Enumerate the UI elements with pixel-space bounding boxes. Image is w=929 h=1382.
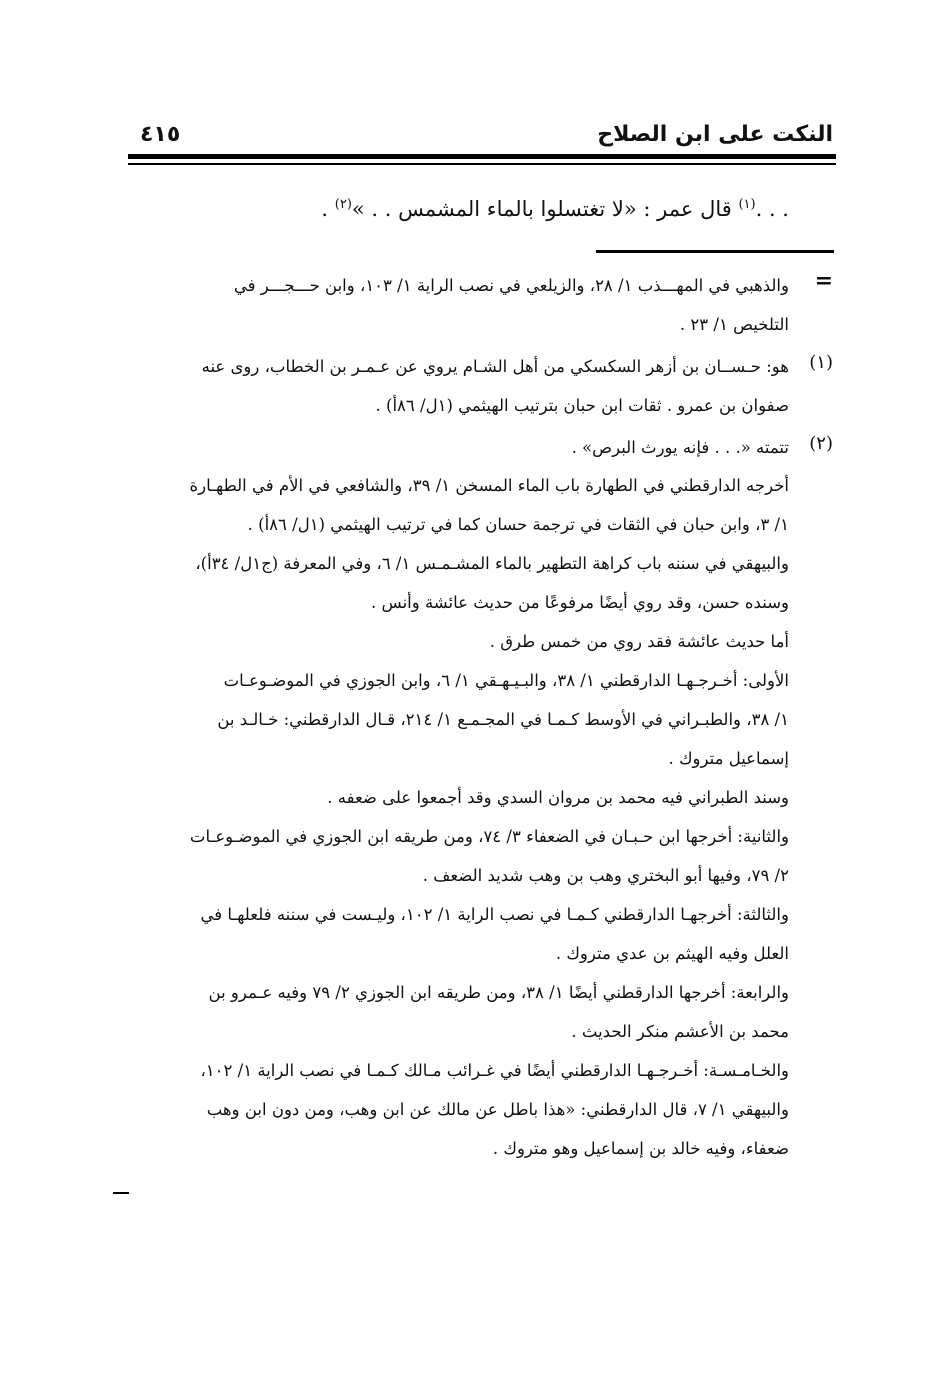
note1-reference: (١)	[738, 197, 756, 212]
footnote-2-marker: (٢)	[809, 433, 833, 454]
footnote-line: ١/ ٣٨، والطبـراني في الأوسط كـمـا في المجـمـع ١/ ٢١٤، قـال الدارقطني: خـالـد بن	[217, 710, 789, 729]
footnote-line: ٢/ ٧٩، وفيها أبو البختري وهب بن وهب شديد الضعف .	[422, 866, 789, 885]
page-number: ٤١٥	[140, 122, 181, 147]
main-text-prefix: . . .	[755, 197, 789, 221]
continuation-symbol: =	[814, 268, 833, 294]
footnote-line: إسماعيل متروك .	[668, 749, 789, 768]
footnote-line: ١/ ٣، وابن حبان في الثقات في ترجمة حسان كما في ترتيب الهيثمي (١ل/ ٨٦أ) .	[247, 515, 789, 534]
continuation-dash	[113, 1192, 129, 1194]
footnote-line: أما حديث عائشة فقد روي من خمس طرق .	[489, 632, 789, 651]
footnote-line: وسنده حسن، وقد روي أيضًا مرفوعًا من حديث عائشة وأنس .	[371, 593, 789, 612]
footnote-line: أخرجه الدارقطني في الطهارة باب الماء المسخن ١/ ٣٩، والشافعي في الأم في الطهـارة	[189, 476, 789, 495]
footnote-line: هو: حـســان بن أزهر السكسكي من أهل الشـام يروي عن عـمـر بن الخطاب، روى عنه	[201, 357, 789, 376]
main-text-quote: قال عمر : «لا تغتسلوا بالماء المشمس . . »	[351, 197, 732, 221]
footnote-line: والثالثة: أخرجهـا الدارقطني كـمـا في نصب الراية ١/ ١٠٢، وليـست في سننه فلعلهـا في	[200, 905, 789, 924]
footnote-2-body	[125, 466, 789, 1168]
running-head-title: النكت على ابن الصلاح	[597, 122, 833, 147]
footnote-line: تتمته «. . . فإنه يورث البرص» .	[571, 438, 789, 457]
main-text-suffix: .	[321, 197, 329, 221]
main-text-line	[321, 197, 789, 221]
footnote-line: صفوان بن عمرو . ثقات ابن حبان بترتيب الهيثمي (١ل/ ٨٦أ) .	[375, 396, 789, 415]
footnote-separator	[596, 250, 834, 253]
footnote-2-first-line	[125, 428, 789, 467]
footnote-line: ضعفاء، وفيه خالد بن إسماعيل وهو متروك .	[492, 1139, 789, 1158]
footnote-line: العلل وفيه الهيثم بن عدي متروك .	[555, 944, 789, 963]
footnote-1	[125, 347, 789, 425]
note2-reference: (٢)	[334, 197, 352, 212]
footnote-line: والبيهقي في سننه باب كراهة التطهير بالماء المشـمـس ١/ ٦، وفي المعرفة (ج١ل/ ٣٤أ)،	[195, 554, 789, 573]
footnote-line: والبيهقي ١/ ٧، قال الدارقطني: «هذا باطل عن مالك عن ابن وهب، ومن دون ابن وهب	[206, 1100, 789, 1119]
footnote-line: التلخيص ١/ ٢٣ .	[679, 315, 789, 334]
footnote-line: والذهبي في المهـــذب ١/ ٢٨، والزيلعي في نصب الراية ١/ ١٠٣، وابن حـــجـــر في	[233, 276, 789, 295]
footnote-line: والرابعة: أخرجها الدارقطني أيضًا ١/ ٣٨، ومن طريقه ابن الجوزي ٢/ ٧٩ وفيه عـمرو بن	[208, 983, 789, 1002]
footnote-line: الأولى: أخـرجـهـا الدارقطني ١/ ٣٨، والبـيـهـقي ١/ ٦، وابن الجوزي في الموضـوعـات	[223, 671, 789, 690]
footnote-1-marker: (١)	[809, 352, 833, 373]
header-rule-thin	[128, 163, 836, 165]
footnote-line: والثانية: أخرجها ابن حـبـان في الضعفاء ٣/ ٧٤، ومن طريقه ابن الجوزي في الموضـوعـات	[189, 827, 789, 846]
footnote-line: وسند الطبراني فيه محمد بن مروان السدي وقد أجمعوا على ضعفه .	[327, 788, 789, 807]
footnote-line: والخـامـسـة: أخـرجـهـا الدارقطني أيضًا في غـرائب مـالك كـمـا في نصب الراية ١/ ١٠٢،	[200, 1061, 789, 1080]
footnote-line: محمد بن الأعشم منكر الحديث .	[571, 1022, 789, 1041]
header-rule-thick	[128, 154, 836, 159]
footnote-continuation	[125, 266, 789, 344]
